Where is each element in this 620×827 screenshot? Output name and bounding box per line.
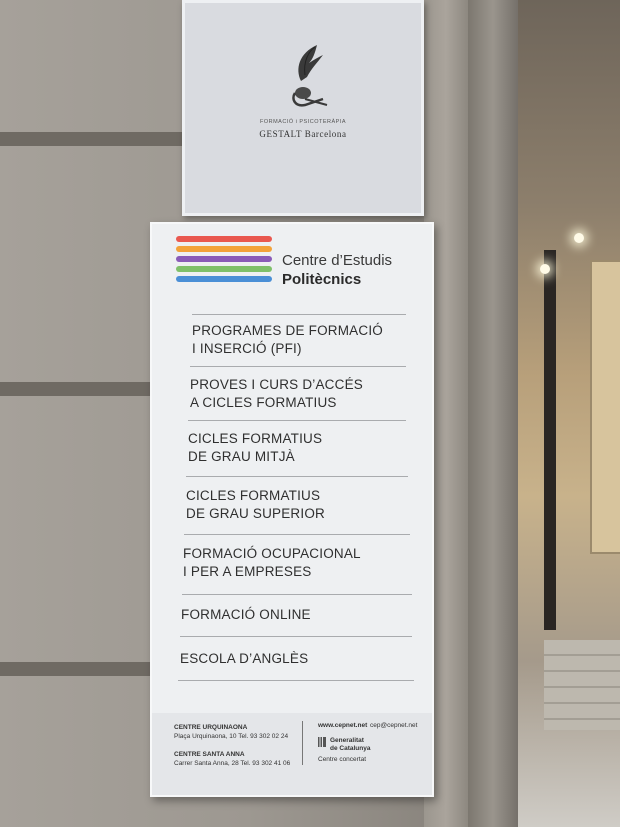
gov-note: Centre concertat (318, 756, 367, 763)
brand-stripe (176, 236, 272, 242)
ceiling-light-icon (574, 233, 584, 243)
mortar-joint (0, 132, 182, 146)
brand-stripe (176, 266, 272, 272)
org-name-line2: Politècnics (282, 271, 362, 288)
sign-footer (152, 713, 432, 795)
brand-stripe (176, 276, 272, 282)
building-entrance (518, 0, 620, 827)
ceiling-light-icon (540, 264, 550, 274)
gov-line2: de Catalunya (330, 745, 371, 752)
centre1-address: Plaça Urquinaona, 10 Tel. 93 302 02 24 (174, 733, 289, 740)
program-pfi: PROGRAMES DE FORMACIÓ I INSERCIÓ (PFI) (192, 323, 383, 356)
brand-stripe (176, 256, 272, 262)
centre2-name: CENTRE SANTA ANNA (174, 751, 245, 758)
divider (178, 680, 414, 681)
divider (182, 594, 412, 595)
program-grau-mitja: CICLES FORMATIUS DE GRAU MITJÀ (188, 431, 323, 464)
generalitat-logo-icon (318, 737, 326, 747)
email: cep@cepnet.net (370, 722, 418, 729)
cep-sign (150, 222, 434, 797)
divider (180, 636, 412, 637)
divider (192, 314, 406, 315)
mortar-joint (0, 662, 152, 676)
website: www.cepnet.net (318, 722, 368, 729)
mortar-joint (0, 382, 152, 396)
org-name-line1: Centre d’Estudis (282, 252, 393, 269)
program-english-school: ESCOLA D’ANGLÈS (180, 651, 309, 666)
divider (186, 476, 408, 477)
winged-figure-icon (265, 41, 345, 121)
divider (188, 420, 406, 421)
gestalt-subtitle: FORMACIÓ i PSICOTERÀPIA (259, 119, 347, 125)
brand-stripe (176, 246, 272, 252)
footer-separator (302, 721, 303, 765)
gestalt-brand: GESTALT Barcelona (259, 129, 347, 139)
divider (184, 534, 410, 535)
program-grau-superior: CICLES FORMATIUS DE GRAU SUPERIOR (186, 488, 325, 521)
gov-line1: Generalitat (330, 737, 364, 744)
divider (190, 366, 406, 367)
centre1-name: CENTRE URQUINAONA (174, 724, 248, 731)
program-online: FORMACIÓ ONLINE (181, 607, 311, 622)
centre2-address: Carrer Santa Anna, 28 Tel. 93 302 41 06 (174, 760, 291, 767)
gestalt-sign (182, 0, 424, 216)
program-ocupacional: FORMACIÓ OCUPACIONAL I PER A EMPRESES (183, 546, 361, 579)
program-access-course: PROVES I CURS D’ACCÉS A CICLES FORMATIUS (190, 377, 363, 410)
stone-pillar (468, 0, 518, 827)
